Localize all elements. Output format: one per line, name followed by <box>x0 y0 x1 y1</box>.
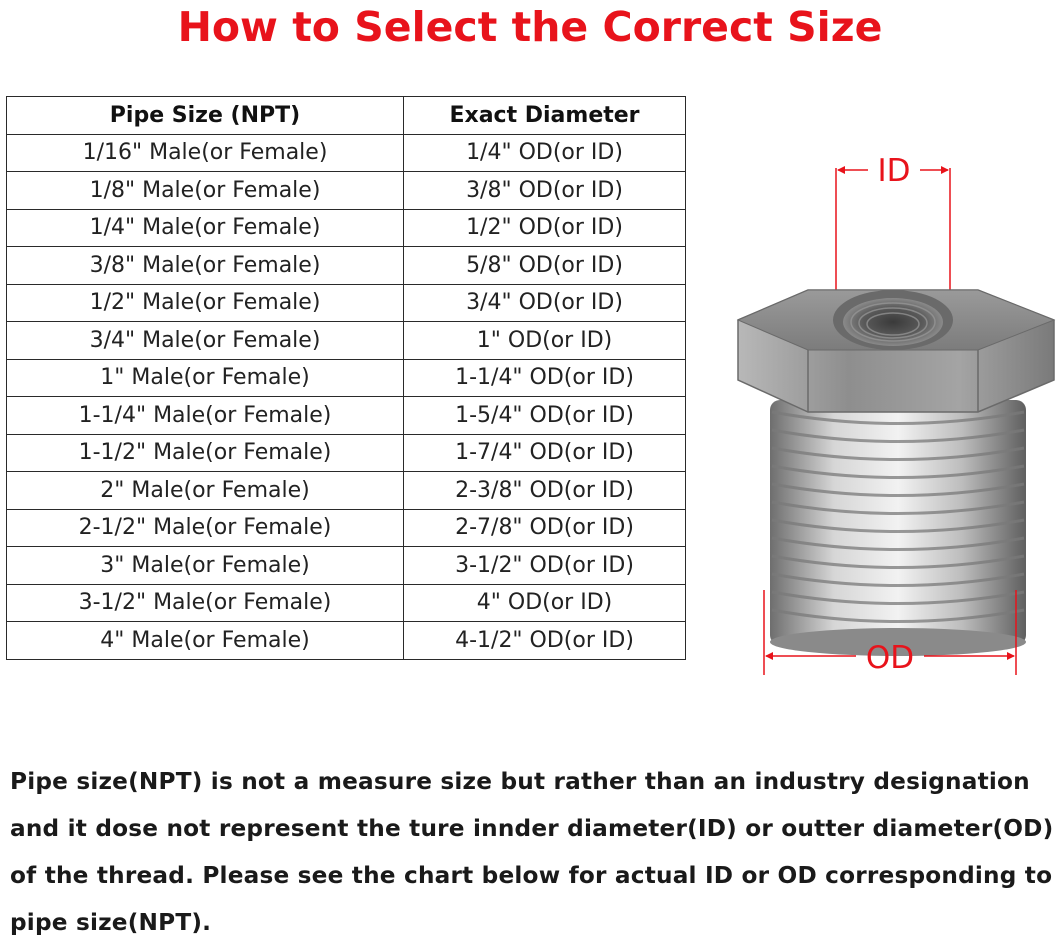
table-row <box>7 584 686 622</box>
page-title: How to Select the Correct Size <box>177 3 883 51</box>
diameter-cell: 1/4" OD(or ID) <box>404 134 686 172</box>
hex-nut <box>738 290 1054 412</box>
arrowhead-right-icon <box>941 166 949 174</box>
diameter-cell: 1-5/4" OD(or ID) <box>404 397 686 435</box>
note-line: Pipe size(NPT) is not a measure size but rather than an industry designation <box>10 768 1030 795</box>
table-row <box>7 472 686 510</box>
pipe-size-cell: 3" Male(or Female) <box>7 547 404 585</box>
diameter-cell: 2-3/8" OD(or ID) <box>404 472 686 510</box>
column-header-pipe-size: Pipe Size (NPT) <box>7 97 404 135</box>
table-row <box>7 209 686 247</box>
table-row <box>7 397 686 435</box>
pipe-size-cell: 1-1/2" Male(or Female) <box>7 434 404 472</box>
od-label: OD <box>865 640 915 676</box>
table-row <box>7 434 686 472</box>
pipe-size-cell: 3-1/2" Male(or Female) <box>7 584 404 622</box>
pipe-size-cell: 1/16" Male(or Female) <box>7 134 404 172</box>
diameter-cell: 3/8" OD(or ID) <box>404 172 686 210</box>
table-row <box>7 172 686 210</box>
id-dimension <box>836 153 950 300</box>
table-row <box>7 509 686 547</box>
note-line: pipe size(NPT). <box>10 909 212 936</box>
table-row <box>7 622 686 660</box>
pipe-size-cell: 3/4" Male(or Female) <box>7 322 404 360</box>
threaded-body <box>770 400 1026 656</box>
id-label: ID <box>877 153 911 189</box>
size-chart-table <box>6 96 686 660</box>
note-line: of the thread. Please see the chart below for actual ID or OD corresponding to <box>10 862 1053 889</box>
pipe-size-cell: 2-1/2" Male(or Female) <box>7 509 404 547</box>
table-row <box>7 284 686 322</box>
diameter-cell: 5/8" OD(or ID) <box>404 247 686 285</box>
pipe-size-cell: 4" Male(or Female) <box>7 622 404 660</box>
table-header-row <box>7 97 686 135</box>
pipe-size-cell: 1/4" Male(or Female) <box>7 209 404 247</box>
table-row <box>7 547 686 585</box>
diameter-cell: 2-7/8" OD(or ID) <box>404 509 686 547</box>
diameter-cell: 1-7/4" OD(or ID) <box>404 434 686 472</box>
diameter-cell: 1-1/4" OD(or ID) <box>404 359 686 397</box>
column-header-exact-diameter: Exact Diameter <box>404 97 686 135</box>
pipe-size-cell: 1" Male(or Female) <box>7 359 404 397</box>
pipe-size-cell: 1-1/4" Male(or Female) <box>7 397 404 435</box>
bore-hole <box>843 298 943 346</box>
hex-bushing-diagram <box>728 150 1060 690</box>
table-row <box>7 247 686 285</box>
diameter-cell: 4" OD(or ID) <box>404 584 686 622</box>
arrowhead-left-icon <box>765 652 773 660</box>
explanation-note <box>10 758 1058 946</box>
pipe-size-cell: 2" Male(or Female) <box>7 472 404 510</box>
note-line: and it dose not represent the ture innder diameter(ID) or outter diameter(OD) <box>10 815 1054 842</box>
diameter-cell: 3/4" OD(or ID) <box>404 284 686 322</box>
pipe-size-cell: 1/8" Male(or Female) <box>7 172 404 210</box>
table-row <box>7 134 686 172</box>
diameter-cell: 1/2" OD(or ID) <box>404 209 686 247</box>
diameter-cell: 4-1/2" OD(or ID) <box>404 622 686 660</box>
diameter-cell: 1" OD(or ID) <box>404 322 686 360</box>
table-row <box>7 359 686 397</box>
pipe-size-cell: 3/8" Male(or Female) <box>7 247 404 285</box>
arrowhead-right-icon <box>1007 652 1015 660</box>
pipe-size-cell: 1/2" Male(or Female) <box>7 284 404 322</box>
table-row <box>7 322 686 360</box>
arrowhead-left-icon <box>837 166 845 174</box>
diameter-cell: 3-1/2" OD(or ID) <box>404 547 686 585</box>
